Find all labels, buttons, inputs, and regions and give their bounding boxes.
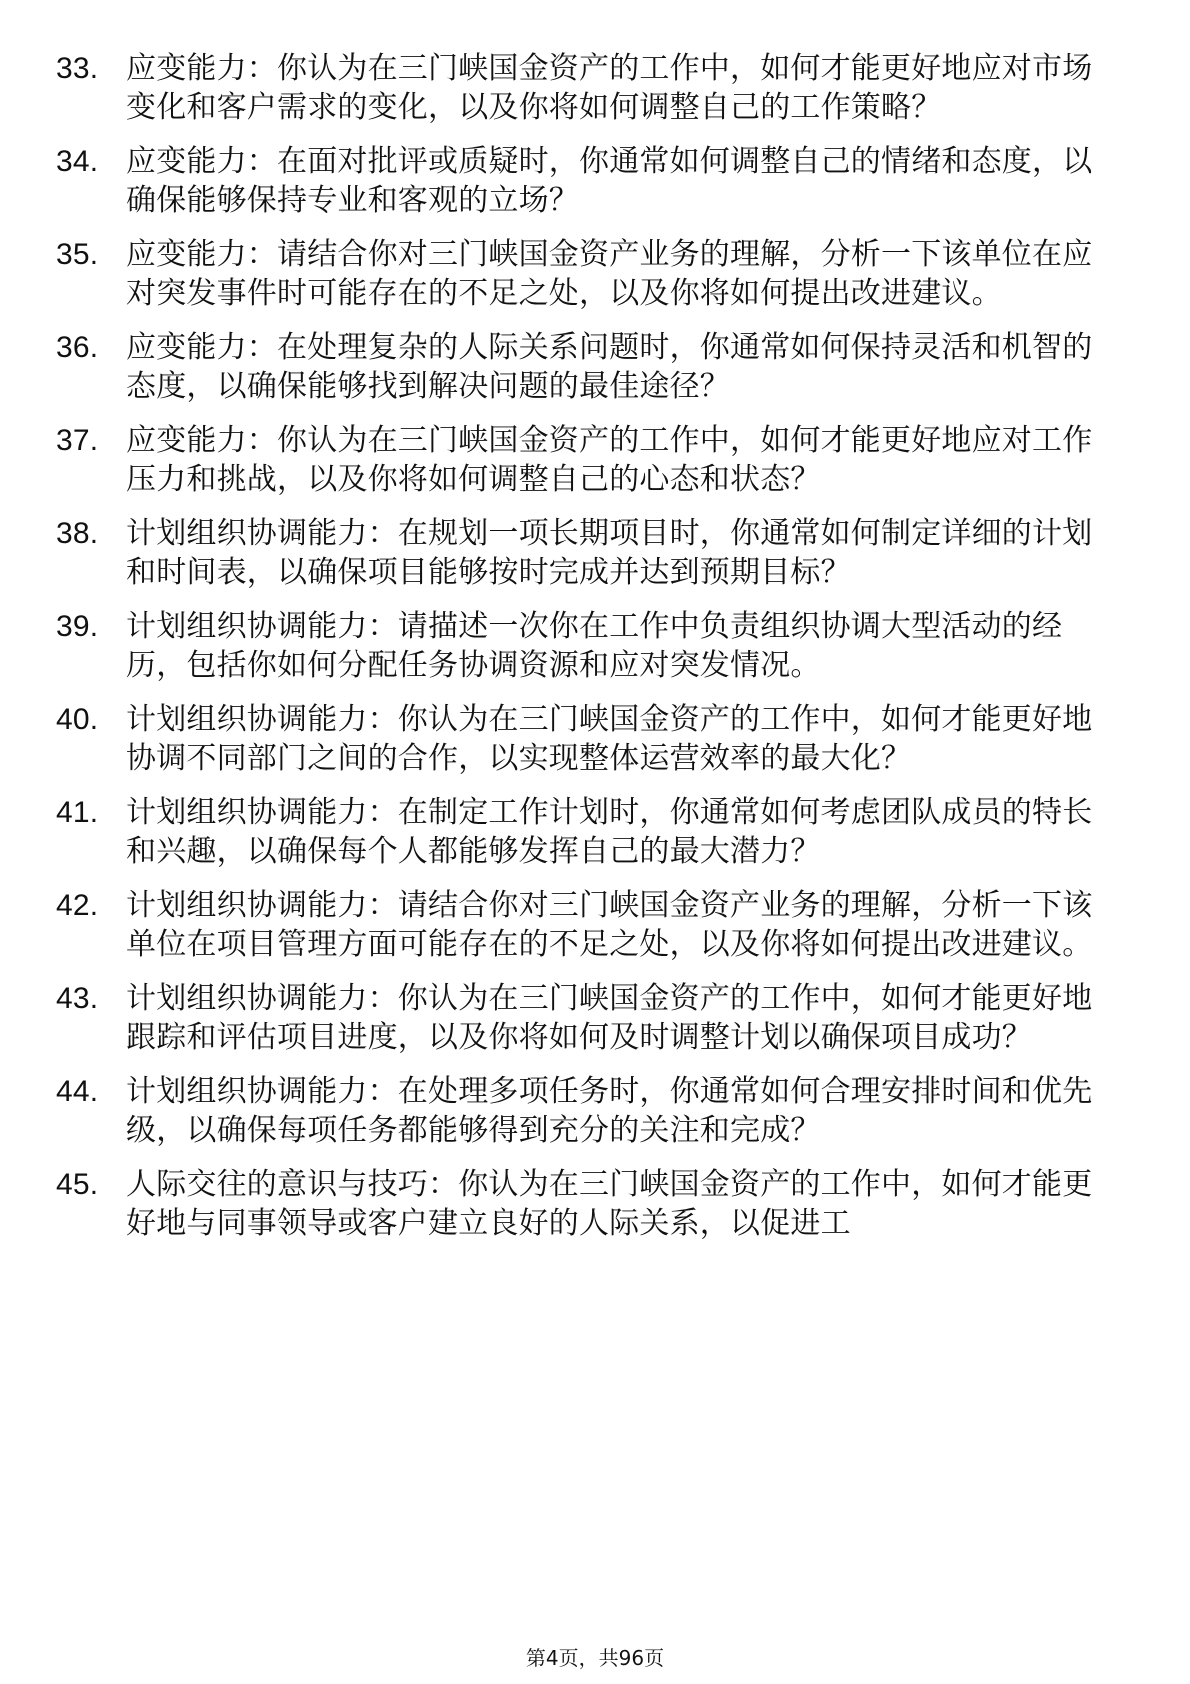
question-text: 应变能力：你认为在三门峡国金资产的工作中，如何才能更好地应对工作压力和挑战，以及你将如何调整自己的心态和状态？ (126, 423, 1093, 497)
question-text: 计划组织协调能力：请描述一次你在工作中负责组织协调大型活动的经历，包括你如何分配任务协调资源和应对突发情况。 (126, 609, 1063, 683)
question-item (56, 887, 1106, 964)
question-text: 计划组织协调能力：在处理多项任务时，你通常如何合理安排时间和优先级，以确保每项任务都能够得到充分的关注和完成？ (126, 1074, 1093, 1148)
question-item (56, 980, 1106, 1057)
question-number: 33. (56, 52, 99, 85)
question-list (56, 50, 1106, 1259)
question-text: 计划组织协调能力：在规划一项长期项目时，你通常如何制定详细的计划和时间表，以确保项目能够按时完成并达到预期目标？ (126, 516, 1093, 590)
question-item (56, 1073, 1106, 1150)
question-item (56, 701, 1106, 778)
question-item (56, 422, 1106, 499)
page-footer: 第4页，共96页 (525, 1646, 665, 1670)
question-text: 计划组织协调能力：请结合你对三门峡国金资产业务的理解，分析一下该单位在项目管理方面可能存在的不足之处，以及你将如何提出改进建议。 (126, 888, 1093, 962)
question-item (56, 608, 1106, 685)
question-number: 37. (56, 424, 99, 457)
question-item (56, 50, 1106, 127)
question-item (56, 515, 1106, 592)
question-number: 40. (56, 703, 99, 736)
question-number: 39. (56, 610, 99, 643)
question-item (56, 794, 1106, 871)
question-text: 应变能力：你认为在三门峡国金资产的工作中，如何才能更好地应对市场变化和客户需求的变化，以及你将如何调整自己的工作策略？ (126, 51, 1093, 125)
question-text: 计划组织协调能力：在制定工作计划时，你通常如何考虑团队成员的特长和兴趣，以确保每个人都能够发挥自己的最大潜力？ (126, 795, 1093, 869)
question-item (56, 236, 1106, 313)
question-number: 34. (56, 145, 99, 178)
question-number: 43. (56, 982, 99, 1015)
question-item (56, 1166, 1106, 1243)
question-text: 计划组织协调能力：你认为在三门峡国金资产的工作中，如何才能更好地协调不同部门之间的合作，以实现整体运营效率的最大化？ (126, 702, 1093, 776)
question-number: 45. (56, 1168, 99, 1201)
question-number: 41. (56, 796, 99, 829)
question-text: 计划组织协调能力：你认为在三门峡国金资产的工作中，如何才能更好地跟踪和评估项目进度，以及你将如何及时调整计划以确保项目成功？ (126, 981, 1093, 1055)
question-item (56, 143, 1106, 220)
question-number: 38. (56, 517, 99, 550)
question-text: 应变能力：在面对批评或质疑时，你通常如何调整自己的情绪和态度，以确保能够保持专业和客观的立场？ (126, 144, 1093, 218)
question-item (56, 329, 1106, 406)
question-number: 44. (56, 1075, 99, 1108)
question-text: 人际交往的意识与技巧：你认为在三门峡国金资产的工作中，如何才能更好地与同事领导或客户建立良好的人际关系，以促进工 (126, 1167, 1093, 1241)
question-text: 应变能力：请结合你对三门峡国金资产业务的理解，分析一下该单位在应对突发事件时可能存在的不足之处，以及你将如何提出改进建议。 (126, 237, 1093, 311)
question-text: 应变能力：在处理复杂的人际关系问题时，你通常如何保持灵活和机智的态度，以确保能够找到解决问题的最佳途径？ (126, 330, 1093, 404)
question-number: 36. (56, 331, 99, 364)
question-number: 42. (56, 889, 99, 922)
question-number: 35. (56, 238, 99, 271)
